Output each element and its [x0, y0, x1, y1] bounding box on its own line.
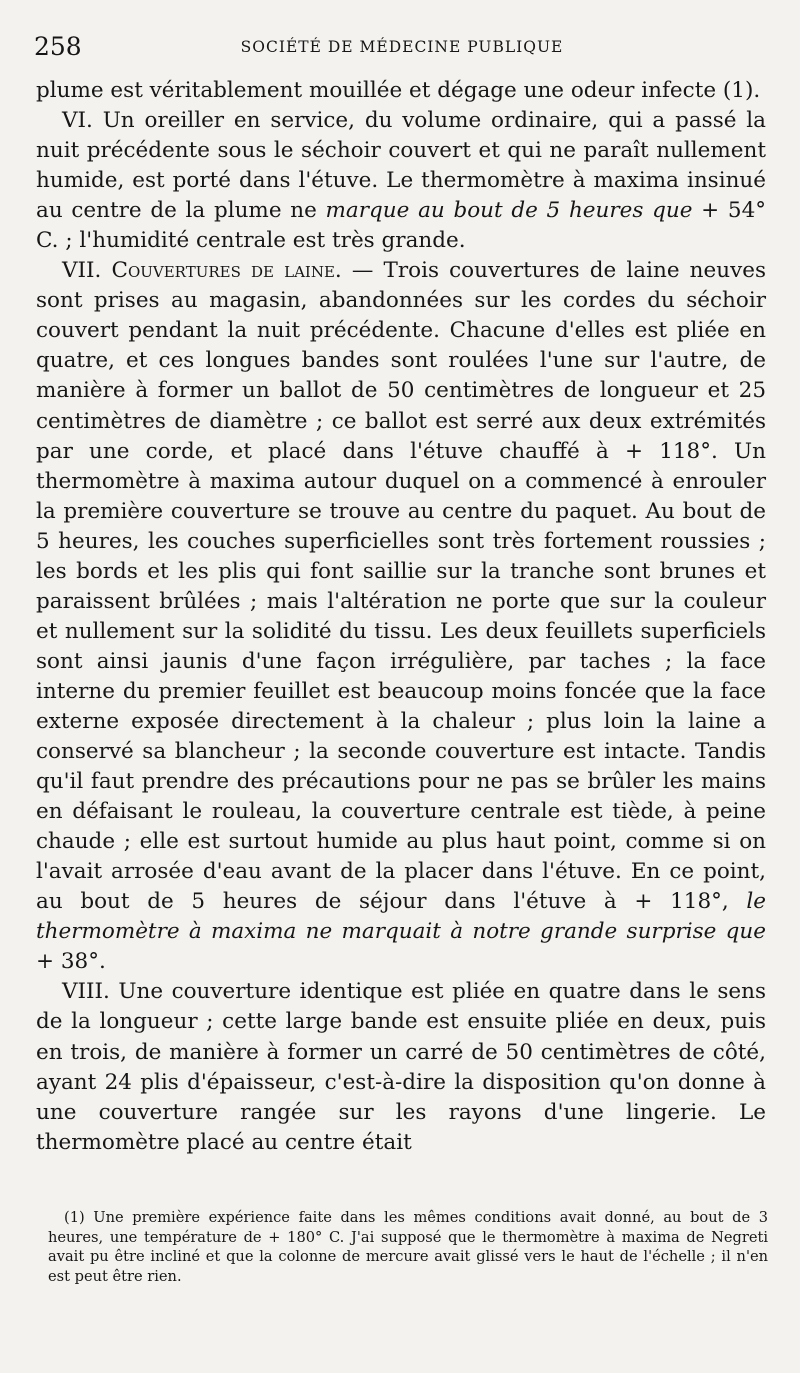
running-head: SOCIÉTÉ DE MÉDECINE PUBLIQUE: [240, 38, 564, 56]
section-6-end: + 54° C. ; l'humidité centrale est très grande.: [36, 198, 766, 254]
paragraph-continuation: plume est véritablement mouillée et dégage une odeur infecte (1).: [36, 78, 761, 103]
body-text: [36, 76, 766, 1158]
paragraph-section-7: [36, 256, 766, 977]
section-7-number: VII.: [62, 258, 112, 284]
section-7-italic: le thermomètre à maxima ne marquait à notre grande surprise que: [36, 889, 766, 945]
section-7-title: Couvertures de laine.: [111, 258, 342, 284]
footnotes: [48, 1208, 768, 1286]
section-6-text: VI. Un oreiller en service, du volume ordinaire, qui a passé la nuit précédente sous le séchoir couvert et qui ne paraît nullement humide, est porté dans l'étuve. Le thermomètre à maxima insinué au centre de la plume ne: [36, 108, 766, 224]
paragraph-section-8: VIII. Une couverture identique est pliée en quatre dans le sens de la longueur ; cette large bande est ensuite pliée en deux, puis en trois, de manière à former un carré de 50 centimètres de côté, ayant 24 plis d'épaisseur, c'est-à-dire la disposition qu'on donne à une couverture rangée sur les rayons d'une lingerie. Le thermomètre placé au centre était: [36, 979, 766, 1155]
section-6-italic: marque au bout de 5 heures que: [325, 198, 693, 224]
section-7-text: — Trois couvertures de laine neuves sont prises au magasin, abandonnées sur les cordes du séchoir couvert pendant la nuit précédente. Chacune d'elles est pliée en quatre, et ces longues bandes sont roulées l'une sur l'autre, de manière à former un ballot de 50 centimètres de longueur et 25 centimètres de diamètre ; ce ballot est serré aux deux extrémités par une corde, et placé dans l'étuve chauffé à + 118°. Un thermomètre à maxima autour duquel on a commencé à enrouler la première couverture se trouve au centre du paquet. Au bout de 5 heures, les couches superficielles sont très fortement roussies ; les bords et les plis qui font saillie sur la tranche sont brunes et paraissent brûlées ; mais l'altération ne porte que sur la couleur et nullement sur la solidité du tissu. Les deux feuillets superficiels sont ainsi jaunis d'une façon irrégulière, par taches ; la face interne du premier feuillet est beaucoup moins foncée que la face externe exposée directement à la chaleur ; plus loin la laine a conservé sa blancheur ; la seconde couverture est intacte. Tandis qu'il faut prendre des précautions pour ne pas se brûler les mains en défaisant le rouleau, la couverture centrale est tiède, à peine chaude ; elle est surtout humide au plus haut point, comme si on l'avait arrosée d'eau avant de la placer dans l'étuve. En ce point, au bout de 5 heures de séjour dans l'étuve à + 118°,: [36, 258, 766, 915]
section-7-end: + 38°.: [36, 949, 106, 975]
page-header: [34, 32, 770, 66]
page-number: 258: [34, 32, 82, 61]
paragraph-section-6: [36, 106, 766, 256]
footnote-1: (1) Une première expérience faite dans les mêmes conditions avait donné, au bout de 3 heures, une température de + 180° C. J'ai supposé que le thermomètre à maxima de Negreti avait pu être incliné et que la colonne de mercure avait glissé vers le haut de l'échelle ; il n'en est peut être rien.: [48, 1209, 768, 1285]
